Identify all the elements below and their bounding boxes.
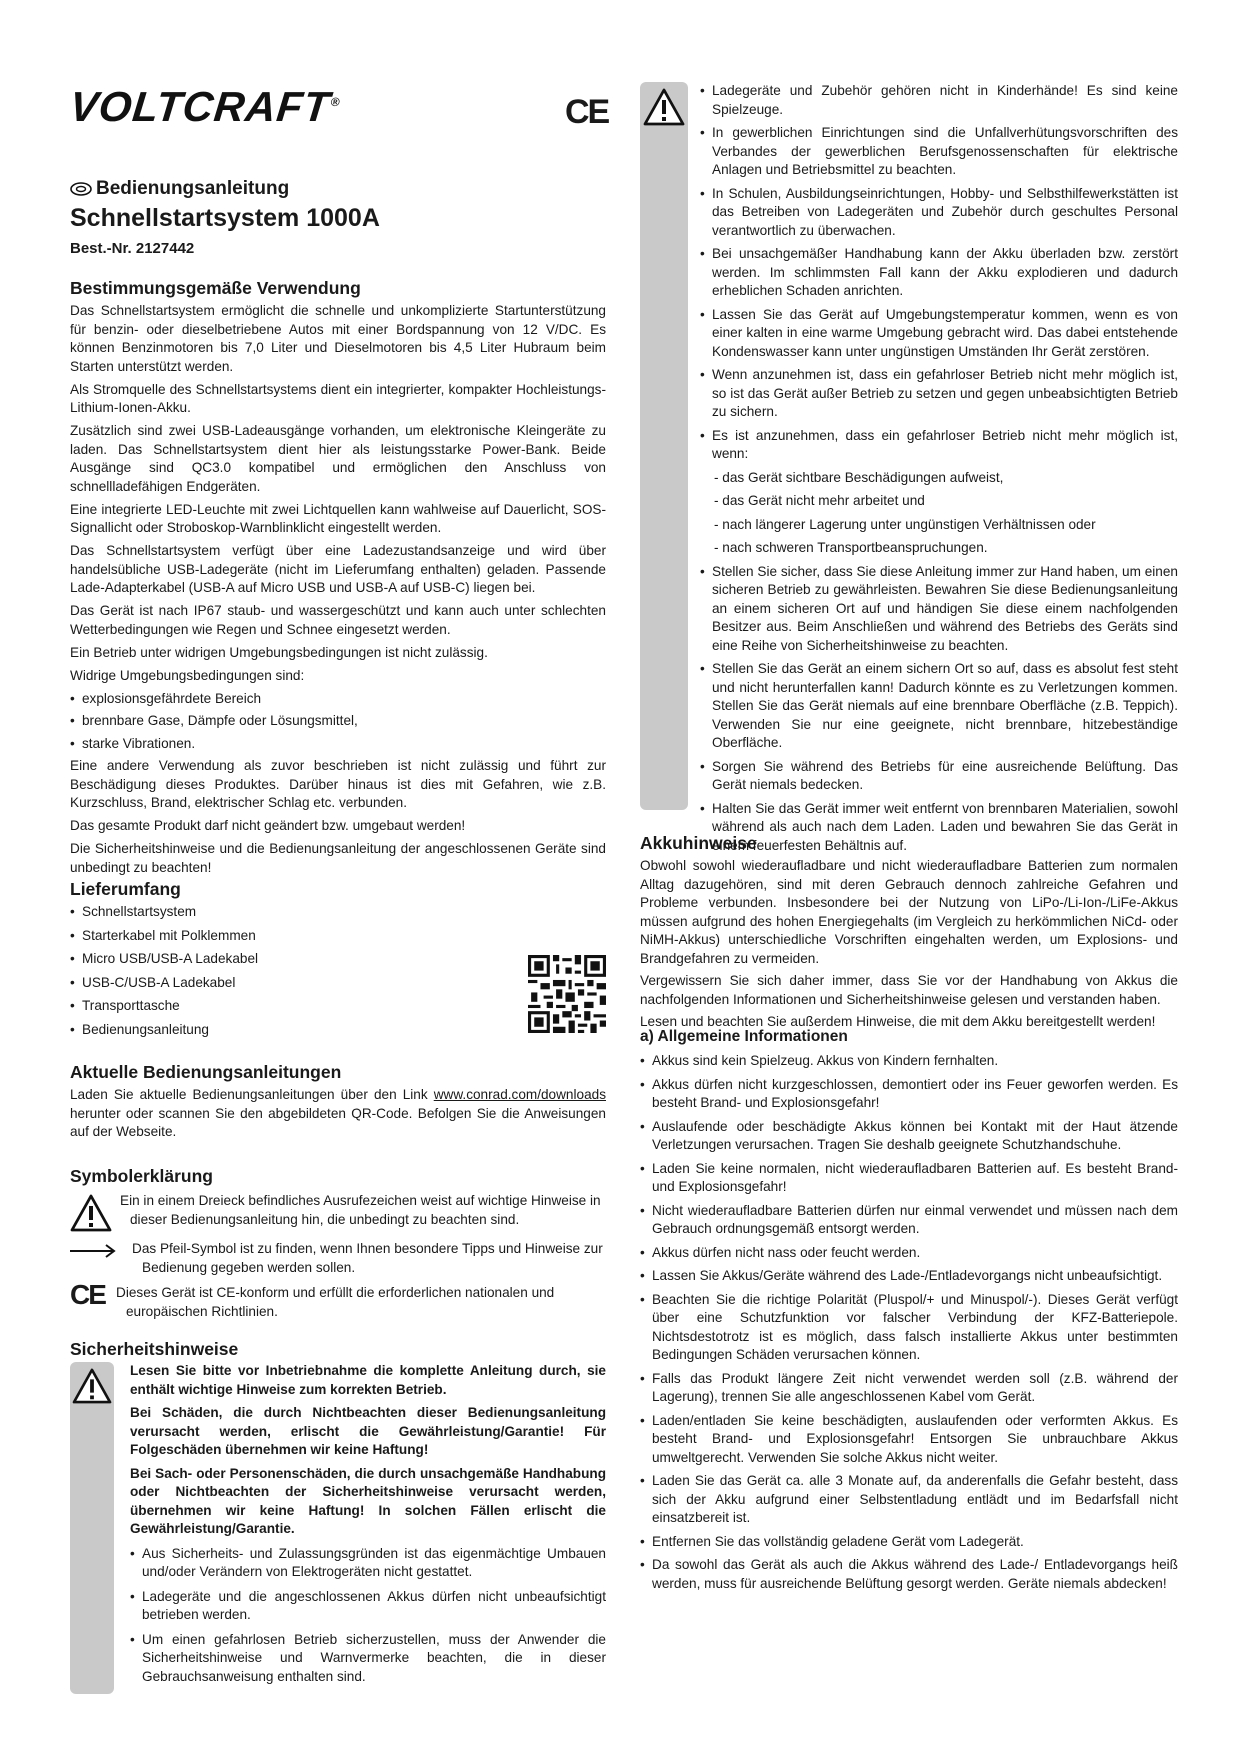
list-item: • explosionsgefährdete Bereich: [70, 690, 606, 709]
paragraph: Das Gerät ist nach IP67 staub- und wassergeschützt und kann auch unter schlechten Wetterbedingungen wie Regen und Schnee eingesetzt werden.: [70, 603, 606, 637]
dash-item: - das Gerät nicht mehr arbeitet und: [714, 493, 925, 508]
paragraph: Zusätzlich sind zwei USB-Ladeausgänge vorhanden, um elektronische Kleingeräte zu laden. Das Schnellstartsystem dient hier als leistungsstarke Power-Bank. Beide Ausgänge sind QC3.0 kompatibel und ermöglichen den Anschluss von schnellladefähigen Endgeräten.: [70, 423, 606, 494]
list-item: • Halten Sie das Gerät immer weit entfernt von brennbaren Materialien, sowohl während als auch nach dem Laden. Laden und bewahren Sie das Gerät in einem feuerfesten Behältnis auf.: [700, 800, 1178, 856]
symbol-warning-text: Ein in einem Dreieck befindliches Ausrufezeichen weist auf wichtige Hinweise in dieser Bedienungsanleitung hin, die unbedingt zu beachten sind.: [120, 1193, 601, 1227]
manuals-text-before: Laden Sie aktuelle Bedienungsanleitungen über den Link: [70, 1087, 434, 1102]
list-item: • Transporttasche: [70, 997, 470, 1016]
battery-body: [640, 857, 1178, 1036]
list-item: • Aus Sicherheits- und Zulassungsgründen ist das eigenmächtige Umbauen und/oder Verändern von Elektrogeräten nicht gestattet.: [130, 1545, 606, 1582]
qr-code[interactable]: [528, 955, 606, 1033]
safety-notice: Lesen Sie bitte vor Inbetriebnahme die komplette Anleitung durch, sie enthält wichtige Hinweise zum korrekten Betrieb.: [130, 1363, 606, 1397]
list-item: • Entfernen Sie das vollständig geladene Gerät vom Ladegerät.: [640, 1533, 1178, 1552]
list-item: • Starterkabel mit Polklemmen: [70, 927, 470, 946]
safety-list: [130, 1545, 606, 1687]
list-item: • Nicht wiederaufladbare Batterien dürfen nur einmal verwendet und müssen nach dem Gebrauch ordnungsgemäß entsorgt werden.: [640, 1202, 1178, 1239]
paragraph: Vergewissern Sie sich daher immer, dass Sie vor der Handhabung von Akkus die nachfolgenden Informationen und Sicherheitshinweise gelesen und verstanden haben.: [640, 973, 1178, 1007]
list-item: • Da sowohl das Gerät als auch die Akkus während des Lade-/ Entladevorgangs heiß werden, muss für ausreichende Belüftung gesorgt werden. Geräte niemals abdecken!: [640, 1556, 1178, 1593]
symbol-arrow-row: [70, 1240, 606, 1277]
ce-icon: C​E: [70, 1279, 105, 1310]
battery-list: [640, 1052, 1178, 1593]
paragraph: Lesen und beachten Sie außerdem Hinweise, die mit dem Akku bereitgestellt werden!: [640, 1014, 1156, 1029]
safety-notice: Bei Schäden, die durch Nichtbeachten dieser Bedienungsanleitung verursacht werden, erlischt die Gewährleistung/Garantie! Für Folgeschäden übernehmen wir keine Haftung!: [130, 1405, 606, 1457]
list-item: • starke Vibrationen.: [70, 735, 606, 754]
list-item: • USB-C/USB-A Ladekabel: [70, 974, 470, 993]
safety-side-bar: [640, 82, 688, 810]
manuals-text: [70, 1086, 606, 1142]
manuals-heading: Aktuelle Bedienungsanleitungen: [70, 1062, 342, 1082]
paragraph: Das Schnellstartsystem verfügt über eine Ladezustandsanzeige und wird über handelsübliche USB-Ladegeräte (nicht im Lieferumfang enthalten) geladen. Passende Lade-Adapterkabel (USB-A auf Micro USB und USB-A auf USB-C) liegen bei.: [70, 543, 606, 595]
warning-triangle-icon: [643, 88, 685, 126]
safety-body: [130, 1362, 606, 1686]
dash-item: - das Gerät sichtbare Beschädigungen aufweist,: [714, 469, 1004, 485]
dash-item: - nach längerer Lagerung unter ungünstigen Verhältnissen oder: [714, 516, 1096, 532]
list-item: • Laden Sie das Gerät ca. alle 3 Monate auf, da anderenfalls die Gefahr besteht, dass sich der Akku aufgrund einer Selbstentladung entlädt und im Bedarfsfall nicht einsatzbereit ist.: [640, 1472, 1178, 1528]
list-item: • Stellen Sie sicher, dass Sie diese Anleitung immer zur Hand haben, um einen sicheren Betrieb zu gewährleisten. Bewahren Sie diese Bedienungsanleitung an einem sicheren Ort auf und händigen Sie diese einem nachfolgenden Besitzer aus. Beim Anschließen und während des Betriebs des Geräts sind eine Reihe von Sicherheitshinweise zu beachten.: [700, 563, 1178, 656]
list-item: • Ladegeräte und die angeschlossenen Akkus dürfen nicht unbeaufsichtigt betrieben werden.: [130, 1588, 606, 1625]
downloads-link[interactable]: www.conrad.com/downloads: [433, 1087, 606, 1102]
list-item: • Es ist anzunehmen, dass ein gefahrloser Betrieb nicht mehr möglich ist, wenn:: [700, 427, 1178, 464]
list-item: • Micro USB/USB-A Ladekabel: [70, 950, 470, 969]
list-item: • Bei unsachgemäßer Handhabung kann der Akku überladen bzw. zerstört werden. Im schlimmsten Fall kann der Akku explodieren und dadurch erheblichen Schaden anrichten.: [700, 245, 1178, 301]
manuals-text-after: herunter oder scannen Sie den abgebildeten QR-Code. Befolgen Sie die Anweisungen auf der Webseite.: [70, 1105, 606, 1139]
list-item: • Laden/entladen Sie keine beschädigten, auslaufenden oder verformten Akkus. Es besteht Brand- und Explosionsgefahr! Entsorgen Sie unbrauchbare Akkus umweltgerecht. Verwenden Sie solche Akkus nicht weiter.: [640, 1412, 1178, 1468]
symbols-heading: Symbolerklärung: [70, 1166, 213, 1186]
arrow-right-icon: [70, 1243, 116, 1259]
list-item: • Sorgen Sie während des Betriebs für eine ausreichende Belüftung. Das Gerät niemals bedecken.: [700, 758, 1178, 795]
intended-use-body: [70, 302, 606, 882]
order-number: Best.-Nr. 2127442: [70, 240, 195, 257]
delivery-list: [70, 903, 470, 1039]
list-item: • Bedienungsanleitung: [70, 1021, 470, 1040]
warning-triangle-icon: [70, 1194, 112, 1232]
paragraph: Eine integrierte LED-Leuchte mit zwei Lichtquellen kann wahlweise auf Dauerlicht, SOS-Signallicht oder Stroboskop-Warnblinklicht eingestellt werden.: [70, 501, 606, 535]
symbol-ce-text: Dieses Gerät ist CE-konform und erfüllt die erforderlichen nationalen und europäischen Richtlinien.: [116, 1285, 555, 1319]
delivery-heading: Lieferumfang: [70, 879, 181, 899]
paragraph: Widrige Umgebungsbedingungen sind:: [70, 667, 305, 683]
dash-item: - nach schweren Transportbeanspruchungen.: [714, 540, 988, 555]
list-item: • Stellen Sie das Gerät an einem sichern Ort so auf, dass es absolut fest steht und nicht herunterfallen kann! Dadurch könnte es zu Verletzungen kommen. Stellen Sie das Gerät niemals auf eine brennbare Oberfläche (z.B. Teppich). Verwenden Sie nur eine geeignete, nicht brennbare, hitzebeständige Oberfläche.: [700, 660, 1178, 753]
paragraph: Das gesamte Produkt darf nicht geändert bzw. umgebaut werden!: [70, 818, 466, 833]
paragraph: Das Schnellstartsystem ermöglicht die schnelle und unkomplizierte Startunterstützung für benzin- oder dieselbetriebene Autos mit einer Bordspannung von 12 V/DC. Es können Benzinmotoren bis 7,0 Liter und Dieselmotoren bis 4,5 Liter Hubraum beim Starten unterstützt werden.: [70, 303, 606, 374]
list-item: • brennbare Gase, Dämpfe oder Lösungsmittel,: [70, 712, 606, 731]
safety-notice: Bei Sach- oder Personenschäden, die durch unsachgemäße Handhabung oder Nichtbeachten der Sicherheitshinweise verursacht werden, übernehmen wir keine Haftung! In solchen Fällen erlischt die Gewährleistung/Garantie.: [130, 1465, 606, 1536]
symbol-ce-row: [70, 1279, 606, 1321]
product-title: Schnellstartsystem 1000A: [70, 204, 380, 232]
safety-list-continued: [700, 82, 1178, 855]
intended-use-heading: Bestimmungsgemäße Verwendung: [70, 278, 361, 298]
list-item: • Lassen Sie Akkus/Geräte während des Lade-/Entladevorgangs nicht unbeaufsichtigt.: [640, 1267, 1178, 1286]
conditions-list: [70, 690, 606, 754]
paragraph: Ein Betrieb unter widrigen Umgebungsbedingungen ist nicht zulässig.: [70, 644, 488, 660]
list-item: • In gewerblichen Einrichtungen sind die Unfallverhütungsvorschriften des Verbandes der gewerblichen Berufsgenossenschaften für elektrische Anlagen und Betriebsmittel zu beachten.: [700, 124, 1178, 180]
paragraph: Als Stromquelle des Schnellstartsystems dient ein integrierter, kompakter Hochleistungs-Lithium-Ionen-Akku.: [70, 381, 606, 415]
list-item: • Auslaufende oder beschädigte Akkus können bei Kontakt mit der Haut ätzende Verletzungen verursachen. Tragen Sie deshalb geeignete Schutzhandschuhe.: [640, 1118, 1178, 1155]
safety-heading: Sicherheitshinweise: [70, 1339, 239, 1359]
ce-mark: CE: [565, 93, 609, 131]
list-item: • Um einen gefahrlosen Betrieb sicherzustellen, muss der Anwender die Sicherheitshinweise und Warnvermerke beachten, die in dieser Gebrauchsanweisung enthalten sind.: [130, 1631, 606, 1687]
warning-triangle-icon: [72, 1368, 112, 1404]
list-item: • Lassen Sie das Gerät auf Umgebungstemperatur kommen, wenn es von einer kalten in eine warme Umgebung gebracht wird. Das dabei entstehende Kondenswasser kann unter ungünstigen Umständen Ihr Gerät zerstören.: [700, 306, 1178, 362]
list-item: • Akkus dürfen nicht kurzgeschlossen, demontiert oder ins Feuer geworfen werden. Es besteht Brand- und Explosionsgefahr!: [640, 1076, 1178, 1113]
list-item: • Schnellstartsystem: [70, 903, 470, 922]
list-item: • In Schulen, Ausbildungseinrichtungen, Hobby- und Selbsthilfewerkstätten ist das Betreiben von Ladegeräten und Zubehör durch geschultes Personal verantwortlich zu überwachen.: [700, 185, 1178, 241]
list-item: • Laden Sie keine normalen, nicht wiederaufladbaren Batterien auf. Es besteht Brand- und Explosionsgefahr!: [640, 1160, 1178, 1197]
symbol-arrow-text: Das Pfeil-Symbol ist zu finden, wenn Ihnen besondere Tipps und Hinweise zur Bedienung gegeben werden sollen.: [132, 1241, 603, 1275]
eye-icon: [70, 182, 92, 196]
doc-type: Bedienungsanleitung: [96, 178, 290, 199]
battery-heading: Akkuhinweise: [640, 833, 757, 853]
paragraph: Obwohl sowohl wiederaufladbare und nicht wiederaufladbare Batterien zum normalen Alltag dazugehören, sind mit deren Gebrauch dennoch zahlreiche Gefahren und Probleme verbunden. Insbesondere bei der Nutzung von LiPo-/Li-Ion-/LiFe-Akkus müssen aufgrund des hohen Energiegehalts (im Vergleich zu herkömmlichen NiCd- oder NiMH-Akkus) unterschiedliche Vorschriften eingehalten werden, um Explosions- und Brandgefahren zu vermeiden.: [640, 858, 1178, 966]
list-item: • Akkus sind kein Spielzeug. Akkus von Kindern fernhalten.: [640, 1052, 1178, 1071]
list-item: • Falls das Produkt längere Zeit nicht verwendet werden soll (z.B. während der Lagerung), trennen Sie alle angeschlossenen Kabel vom Gerät.: [640, 1370, 1178, 1407]
safety-side-bar: [70, 1362, 114, 1694]
brand-logo: VOLTCRAFT®: [67, 83, 342, 130]
list-item: • Wenn anzunehmen ist, dass ein gefahrloser Betrieb nicht mehr möglich ist, so ist das Gerät außer Betrieb zu setzen und gegen unbeabsichtigten Betrieb zu sichern.: [700, 366, 1178, 422]
doc-type-line: [70, 178, 289, 200]
paragraph: Die Sicherheitshinweise und die Bedienungsanleitung der angeschlossenen Geräte sind unbedingt zu beachten!: [70, 841, 606, 875]
symbol-warning-row: [70, 1192, 606, 1229]
paragraph: Eine andere Verwendung als zuvor beschrieben ist nicht zulässig und führt zur Beschädigung dieses Produktes. Darüber hinaus ist dies mit Gefahren, wie z.B. Kurzschluss, Brand, elektrischer Schlag etc. verbunden.: [70, 758, 606, 810]
list-item: • Ladegeräte und Zubehör gehören nicht in Kinderhände! Es sind keine Spielzeuge.: [700, 82, 1178, 119]
list-item: • Beachten Sie die richtige Polarität (Pluspol/+ und Minuspol/-). Dieses Gerät verfügt über eine Schutzfunktion vor falscher Verbindung der KFZ-Batteriepole. Nichtsdestotrotz ist es möglich, dass falsch installierte Akkus unter bestimmten Bedingungen Schäden verursachen können.: [640, 1291, 1178, 1365]
safety-continued: [700, 82, 1178, 855]
general-info-heading: a) Allgemeine Informationen: [640, 1028, 848, 1045]
list-item: • Akkus dürfen nicht nass oder feucht werden.: [640, 1244, 1178, 1263]
